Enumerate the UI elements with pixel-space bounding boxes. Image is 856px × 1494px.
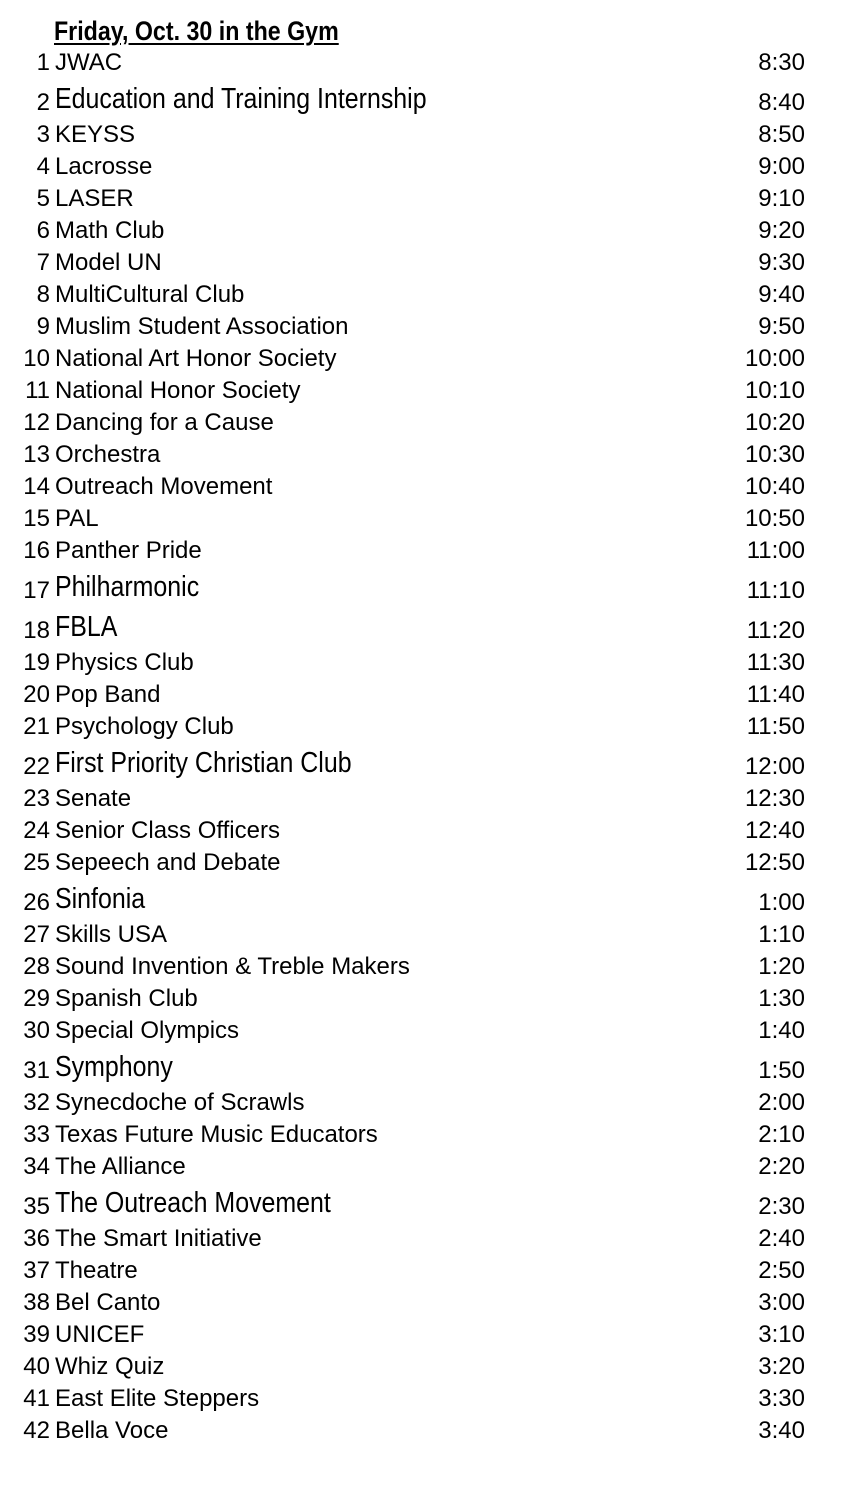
club-name: Education and Training Internship [55,83,427,115]
schedule-row [0,48,856,80]
time-slot: 1:50 [758,1057,805,1084]
club-name: Orchestra [55,441,161,468]
time-slot: 2:30 [758,1193,805,1220]
schedule-row [0,280,856,312]
club-name: The Alliance [55,1153,186,1180]
club-name: Physics Club [55,649,194,676]
schedule-row [0,184,856,216]
time-slot: 12:40 [744,817,805,844]
schedule-row [0,80,856,120]
schedule-row [0,1384,856,1416]
row-number: 2 [36,89,50,116]
club-name: Theatre [55,1257,138,1284]
time-slot: 11:40 [746,681,805,708]
row-number: 30 [23,1017,50,1044]
club-name: Texas Future Music Educators [55,1121,378,1148]
schedule-row [0,472,856,504]
time-slot: 10:00 [744,345,805,372]
row-number: 41 [23,1385,50,1412]
schedule-row [0,920,856,952]
club-name: JWAC [55,49,123,76]
time-slot: 11:10 [746,577,805,604]
time-slot: 9:10 [758,185,805,212]
row-number: 34 [23,1153,50,1180]
club-name: KEYSS [55,121,136,148]
schedule-row [0,120,856,152]
schedule-row [0,1120,856,1152]
club-name: Sinfonia [55,883,146,915]
row-number: 18 [23,617,50,644]
schedule-row [0,1016,856,1048]
time-slot: 9:40 [758,281,805,308]
time-slot: 1:20 [758,953,805,980]
schedule-row [0,680,856,712]
time-slot: 12:50 [744,849,805,876]
row-number: 19 [23,649,50,676]
row-number: 3 [36,121,50,148]
schedule-row [0,880,856,920]
schedule-row [0,1184,856,1224]
time-slot: 11:00 [746,537,805,564]
schedule-row [0,504,856,536]
club-name: Bella Voce [55,1417,169,1444]
schedule-row [0,1152,856,1184]
schedule-row [0,1320,856,1352]
club-name: Lacrosse [55,153,153,180]
row-number: 14 [23,473,50,500]
row-number: 12 [23,409,50,436]
row-number: 8 [36,281,50,308]
club-name: National Honor Society [55,377,301,404]
time-slot: 3:00 [758,1289,805,1316]
club-name: PAL [55,505,99,532]
row-number: 32 [23,1089,50,1116]
time-slot: 11:50 [746,713,805,740]
time-slot: 11:20 [746,617,805,644]
club-name: Panther Pride [55,537,202,564]
row-number: 1 [36,49,50,76]
time-slot: 9:00 [758,153,805,180]
time-slot: 9:50 [758,313,805,340]
club-name: Skills USA [55,921,168,948]
club-name: Muslim Student Association [55,313,349,340]
page-title: Friday, Oct. 30 in the Gym [54,16,339,46]
schedule-list [0,48,856,1448]
row-number: 37 [23,1257,50,1284]
row-number: 9 [36,313,50,340]
schedule-row [0,536,856,568]
time-slot: 8:50 [758,121,805,148]
schedule-row [0,1088,856,1120]
row-number: 35 [23,1193,50,1220]
row-number: 20 [23,681,50,708]
schedule-row [0,1256,856,1288]
time-slot: 9:20 [758,217,805,244]
club-name: Synecdoche of Scrawls [55,1089,305,1116]
schedule-row [0,984,856,1016]
time-slot: 2:20 [758,1153,805,1180]
time-slot: 2:00 [758,1089,805,1116]
time-slot: 1:10 [758,921,805,948]
time-slot: 9:30 [758,249,805,276]
time-slot: 10:10 [744,377,805,404]
row-number: 5 [36,185,50,212]
row-number: 31 [23,1057,50,1084]
row-number: 21 [23,713,50,740]
schedule-row [0,784,856,816]
schedule-row [0,1288,856,1320]
schedule-row [0,216,856,248]
time-slot: 8:40 [758,89,805,116]
time-slot: 2:10 [758,1121,805,1148]
club-name: Sound Invention & Treble Makers [55,953,410,980]
schedule-row [0,1352,856,1384]
row-number: 13 [23,441,50,468]
schedule-row [0,744,856,784]
time-slot: 10:20 [744,409,805,436]
time-slot: 3:20 [758,1353,805,1380]
club-name: Dancing for a Cause [55,409,274,436]
club-name: Spanish Club [55,985,198,1012]
schedule-row [0,848,856,880]
schedule-row [0,568,856,608]
club-name: FBLA [55,611,118,643]
row-number: 40 [23,1353,50,1380]
time-slot: 1:00 [758,889,805,916]
club-name: The Smart Initiative [55,1225,262,1252]
row-number: 23 [23,785,50,812]
club-name: Philharmonic [55,571,200,603]
club-name: LASER [55,185,134,212]
club-name: Outreach Movement [55,473,273,500]
row-number: 16 [23,537,50,564]
schedule-row [0,152,856,184]
row-number: 6 [36,217,50,244]
schedule-row [0,344,856,376]
schedule-row [0,248,856,280]
time-slot: 10:40 [744,473,805,500]
club-name: East Elite Steppers [55,1385,260,1412]
time-slot: 8:30 [758,49,805,76]
time-slot: 3:30 [758,1385,805,1412]
club-name: First Priority Christian Club [55,747,352,779]
time-slot: 2:40 [758,1225,805,1252]
schedule-row [0,952,856,984]
schedule-row [0,1416,856,1448]
row-number: 11 [25,377,50,404]
time-slot: 3:40 [758,1417,805,1444]
club-name: Senate [55,785,132,812]
schedule-row [0,816,856,848]
schedule-row [0,648,856,680]
club-name: The Outreach Movement [55,1187,331,1219]
row-number: 39 [23,1321,50,1348]
row-number: 28 [23,953,50,980]
schedule-row [0,312,856,344]
row-number: 38 [23,1289,50,1316]
club-name: MultiCultural Club [55,281,245,308]
schedule-row [0,1048,856,1088]
row-number: 10 [23,345,50,372]
schedule-row [0,440,856,472]
row-number: 7 [36,249,50,276]
time-slot: 10:30 [744,441,805,468]
row-number: 15 [23,505,50,532]
schedule-row [0,376,856,408]
schedule-row [0,408,856,440]
club-name: National Art Honor Society [55,345,337,372]
row-number: 26 [23,889,50,916]
club-name: Model UN [55,249,162,276]
club-name: Bel Canto [55,1289,161,1316]
club-name: Senior Class Officers [55,817,280,844]
time-slot: 11:30 [746,649,805,676]
row-number: 17 [23,577,50,604]
time-slot: 2:50 [758,1257,805,1284]
schedule-row [0,1224,856,1256]
club-name: Pop Band [55,681,161,708]
club-name: UNICEF [55,1321,145,1348]
row-number: 24 [23,817,50,844]
schedule-row [0,712,856,744]
row-number: 29 [23,985,50,1012]
club-name: Psychology Club [55,713,234,740]
time-slot: 12:30 [744,785,805,812]
club-name: Sepeech and Debate [55,849,281,876]
row-number: 36 [23,1225,50,1252]
club-name: Special Olympics [55,1017,240,1044]
time-slot: 3:10 [758,1321,805,1348]
club-name: Whiz Quiz [55,1353,165,1380]
row-number: 4 [36,153,50,180]
time-slot: 10:50 [744,505,805,532]
row-number: 33 [23,1121,50,1148]
row-number: 22 [23,753,50,780]
time-slot: 1:30 [758,985,805,1012]
club-name: Math Club [55,217,165,244]
row-number: 27 [23,921,50,948]
club-name: Symphony [55,1051,173,1083]
row-number: 25 [23,849,50,876]
time-slot: 1:40 [758,1017,805,1044]
row-number: 42 [23,1417,50,1444]
time-slot: 12:00 [744,753,805,780]
schedule-row [0,608,856,648]
